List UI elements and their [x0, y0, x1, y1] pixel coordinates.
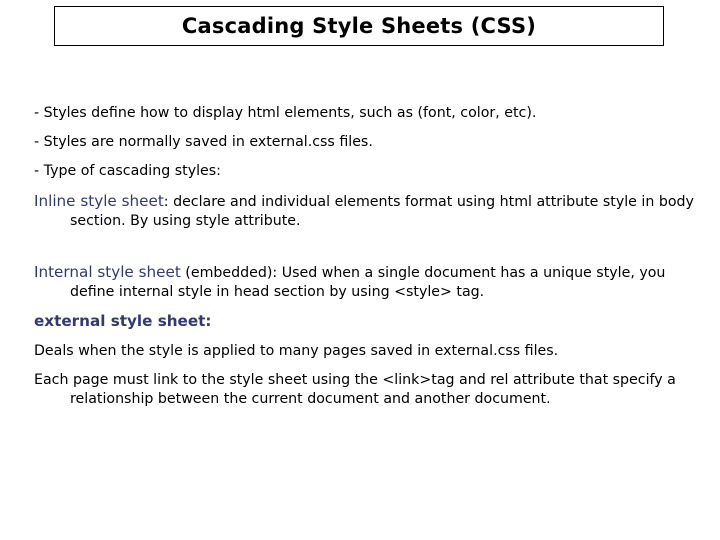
bullet-styles-define: - Styles define how to display html elements, such as (font, color, etc). [34, 105, 537, 121]
slide-body [34, 104, 694, 409]
title-box [54, 6, 664, 46]
internal-style-text: (embedded): Used when a single document has a unique style, you define internal style in head section by using <style> tag. [70, 265, 666, 300]
internal-style-paragraph [34, 263, 694, 302]
internal-style-term: Internal style sheet [34, 263, 181, 281]
inline-style-term: Inline style sheet [34, 192, 164, 210]
inline-style-text: : declare and individual elements format using html attribute style in body section. By using style attribute. [70, 194, 694, 229]
external-style-heading: external style sheet: [34, 312, 212, 330]
inline-style-paragraph [34, 192, 694, 231]
external-style-para2: Each page must link to the style sheet using the <link>tag and rel attribute that specify a relationship between the current document and another document. [34, 372, 676, 407]
bullet-types: - Type of cascading styles: [34, 163, 221, 179]
bullet-styles-saved: - Styles are normally saved in external.css files. [34, 134, 373, 150]
external-style-para1: Deals when the style is applied to many pages saved in external.css files. [34, 343, 559, 359]
slide-title: Cascading Style Sheets (CSS) [181, 14, 537, 38]
